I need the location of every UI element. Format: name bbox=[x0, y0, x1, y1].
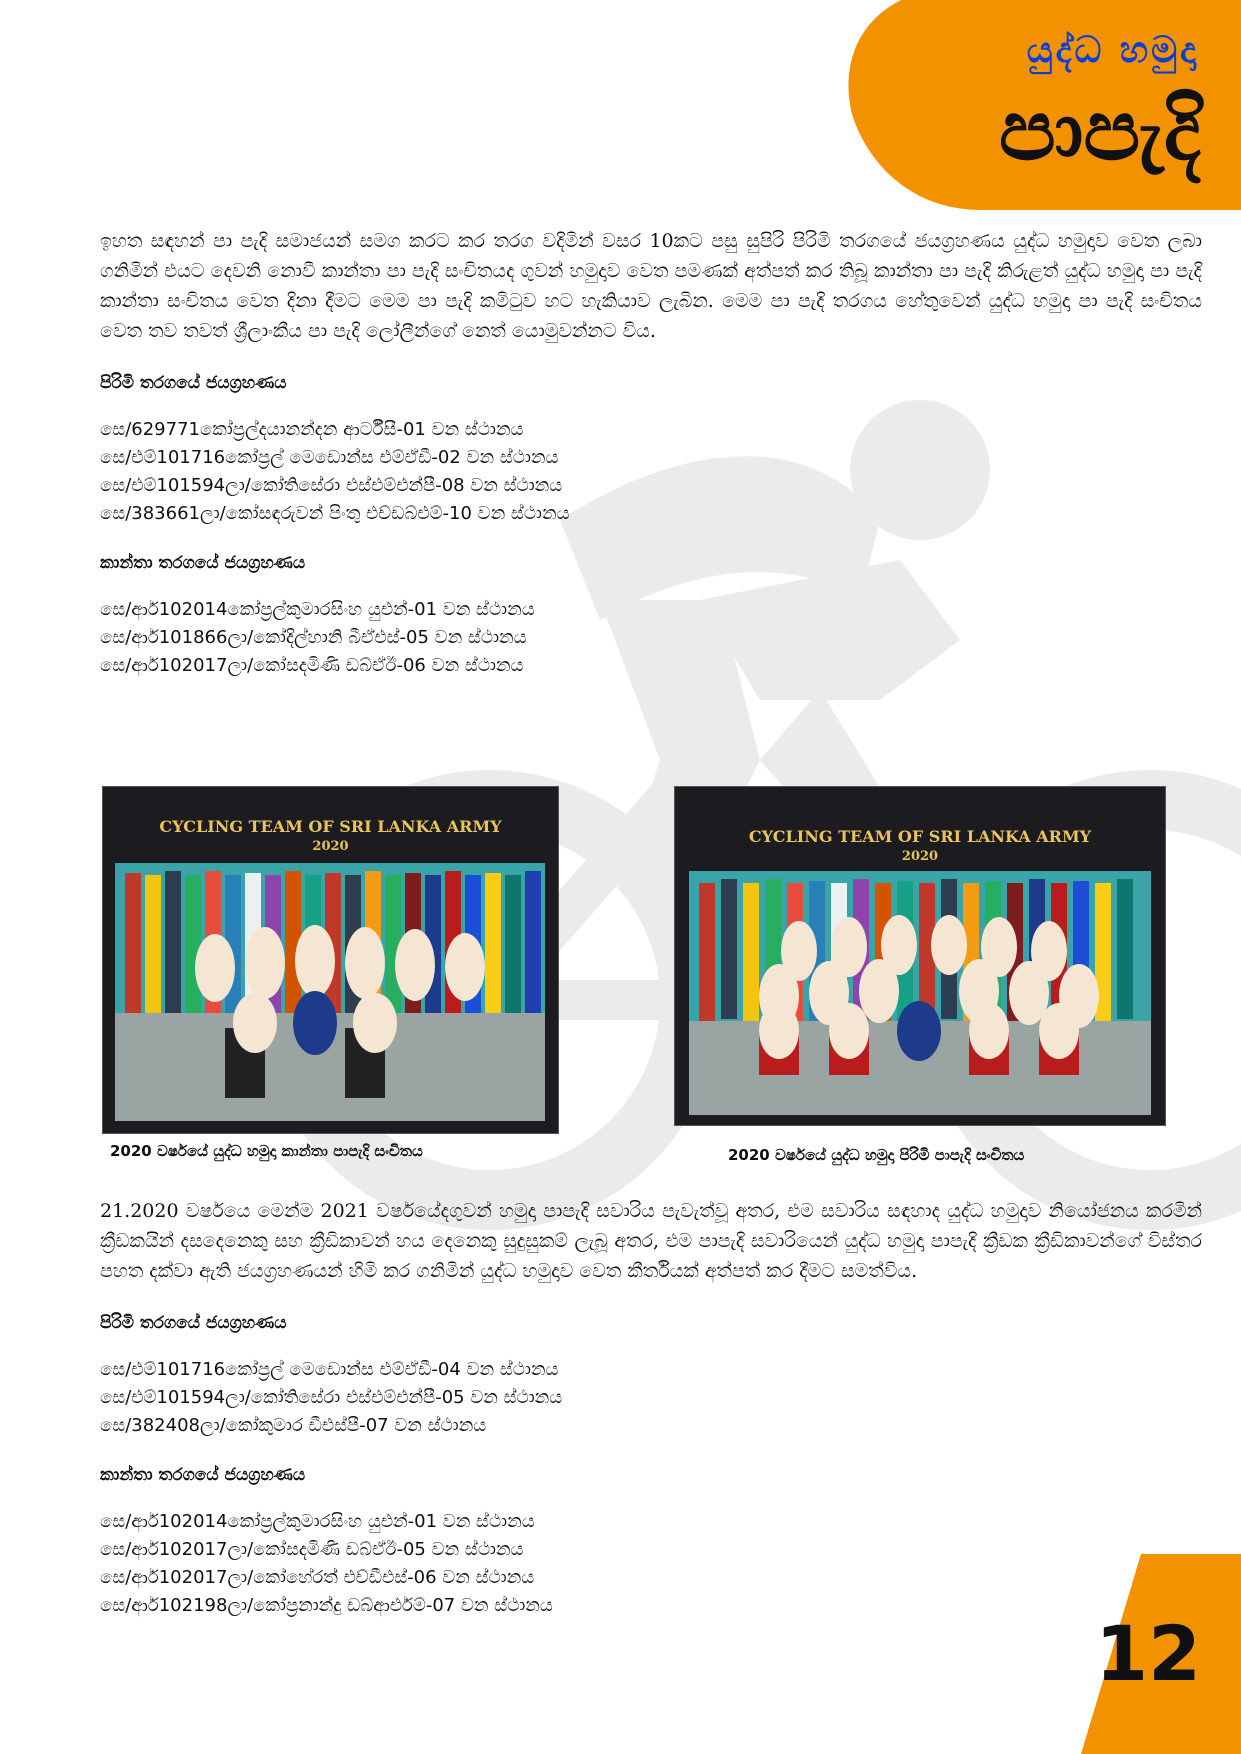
list-item: සෙ/629771කෝප්‍රල්දයානන්දන ආර්ටීසී-01 වන ස්ථානය bbox=[100, 419, 524, 440]
list-item: සෙ/ආර්102014කෝප්‍රල්කුමාරසිංහ යුඑන්-01 වන ස්ථානය bbox=[100, 1511, 535, 1532]
list-item: සෙ/383661ලා/කෝසඳරුවන් පිංතු එච්ඩබ්එම්-10 වන ස්ථානය bbox=[100, 503, 570, 524]
header-title: පාපැදි bbox=[998, 81, 1201, 179]
list-item: සෙ/ආර්102014කෝප්‍රල්කුමාරසිංහ යුඑන්-01 වන ස්ථානය bbox=[100, 599, 535, 620]
list-item: සෙ/ආර්102017ලා/කෝසදමිණි ඩබ්ඒඊ-06 වන ස්ථානය bbox=[100, 655, 524, 676]
list-item: සෙ/382408ලා/කෝකුමාර ඩීඑස්පී-07 වන ස්ථානය bbox=[100, 1415, 487, 1436]
photo-banner-year: 2020 bbox=[312, 839, 349, 854]
men-team-photo bbox=[674, 786, 1166, 1126]
intro-paragraph: ඉහත සඳහන් පා පැදි සමාජයන් සමග කරට කර තරග වදිමින් වසර 10කට පසු සුපිරි පිරිමි තරගයේ ජයග්‍රහණය යුද්ධ හමුදාව වෙත ලබා ගනිමින් එයට දෙවනි නොවී කාන්තා පා පැදි සංචිතයද ගුවන් හමුදාව වෙත පමණක් අත්පත් කර තිබූ කාන්තා පා පැදි කිරුළත් යුද්ධ හමුදා පා පැදි කාන්තා සංචිතය වෙත දිනා දීමට මෙම පා පැදි කමිටුව හට හැකියාව ලැබින. මෙම පා පැදි තරගය හේතුවෙන් යුද්ධ හමුදා පා පැදි සංචිතය වෙත තව තවත් ශ්‍රීලාංකීය පා පැදි ලෝලීන්ගේ නෙත් යොමුවන්නට විය. bbox=[100, 230, 1202, 342]
content-top bbox=[100, 226, 1202, 680]
content-bottom bbox=[100, 1196, 1202, 1620]
section2-men-heading: පිරිමි තරගයේ ජයග්‍රහණය bbox=[100, 1313, 287, 1333]
list-item: සෙ/ආර්102017ලා/කෝසදමිණි ඩබ්ඒඊ-05 වන ස්ථානය bbox=[100, 1539, 524, 1560]
team-scene-image bbox=[689, 871, 1151, 1115]
section2-women-list bbox=[100, 1508, 1202, 1620]
list-item: සෙ/එම්101716කෝප්‍රල් මෙඩොන්ස එම්ඒඩී-02 වන ස්ථානය bbox=[100, 447, 559, 468]
list-item: සෙ/ආර්102017ලා/කෝහේරත් එච්ඩීඑස්-06 වන ස්ථානය bbox=[100, 1567, 535, 1588]
list-item: සෙ/එම්101594ලා/කෝතිසේරා එස්එම්එන්පී-05 වන ස්ථානය bbox=[100, 1387, 563, 1408]
women-photo-caption: 2020 වර්ෂයේ යුද්ධ හමුදා කාන්තා පාපැදි සංචිතය bbox=[110, 1142, 423, 1160]
list-item: සෙ/එම්101594ලා/කෝතිසේරා එස්එම්එන්පී-08 වන ස්ථානය bbox=[100, 475, 563, 496]
photo-banner-year: 2020 bbox=[901, 849, 939, 864]
photo-banner-title: CYCLING TEAM OF SRI LANKA ARMY bbox=[159, 817, 502, 836]
men-photo-caption: 2020 වර්ෂයේ යුද්ධ හමුදා පිරිමි පාපැදි සංචිතය bbox=[728, 1146, 1025, 1164]
header-subtitle: යුද්ධ හමුදා bbox=[1026, 30, 1199, 71]
second-paragraph: 21.2020 වර්ෂයෙ මෙන්ම 2021 වර්ෂයේදගුවන් හමුදා පාපැදි සවාරිය පැවැත්වූ අතර, එම සවාරිය සඳහාද යුද්ධ හමුදාව නියෝජනය කරමින් ක්‍රීඩකයින් දසදෙනෙකු සහ ක්‍රීඩිකාවන් හය දෙනෙකු සුදුසුකම් ලැබූ අතර, එම පාපැදි සවාරියෙන් යුද්ධ හමුදා පාපැදි ක්‍රීඩක ක්‍රීඩිකාවන්ගේ විස්තර පහත දක්වා ඇති ජයග්‍රහණයන් හිමි කර ගනිමින් යුද්ධ හමුදාව වෙත කීර්තියක් අත්පත් කර දීමට සමත්විය. bbox=[100, 1200, 1202, 1282]
section1-men-heading: පිරිමි තරගයේ ජයග්‍රහණය bbox=[100, 373, 287, 393]
section2-men-list bbox=[100, 1356, 1202, 1440]
photo-banner-title: CYCLING TEAM OF SRI LANKA ARMY bbox=[748, 827, 1092, 846]
page-number: 12 bbox=[1095, 1609, 1201, 1698]
list-item: සෙ/ආර්102198ලා/කෝප්‍රනාන්දු ඩබ්ආර්එම්-07 වන ස්ථානය bbox=[100, 1595, 553, 1616]
team-scene-image bbox=[115, 863, 545, 1121]
list-item: සෙ/ආර්101866ලා/කෝදිල්හානි බීඒඑස්-05 වන ස්ථානය bbox=[100, 627, 527, 648]
section2-women-heading: කාන්තා තරගයේ ජයග්‍රහණය bbox=[100, 1465, 306, 1485]
section1-women-list bbox=[100, 596, 1202, 680]
women-team-photo bbox=[102, 786, 559, 1134]
list-item: සෙ/එම්101716කෝප්‍රල් මෙඩොන්ස එම්ඒඩී-04 වන ස්ථානය bbox=[100, 1359, 559, 1380]
section1-women-heading: කාන්තා තරගයේ ජයග්‍රහණය bbox=[100, 553, 306, 573]
section1-men-list bbox=[100, 416, 1202, 528]
